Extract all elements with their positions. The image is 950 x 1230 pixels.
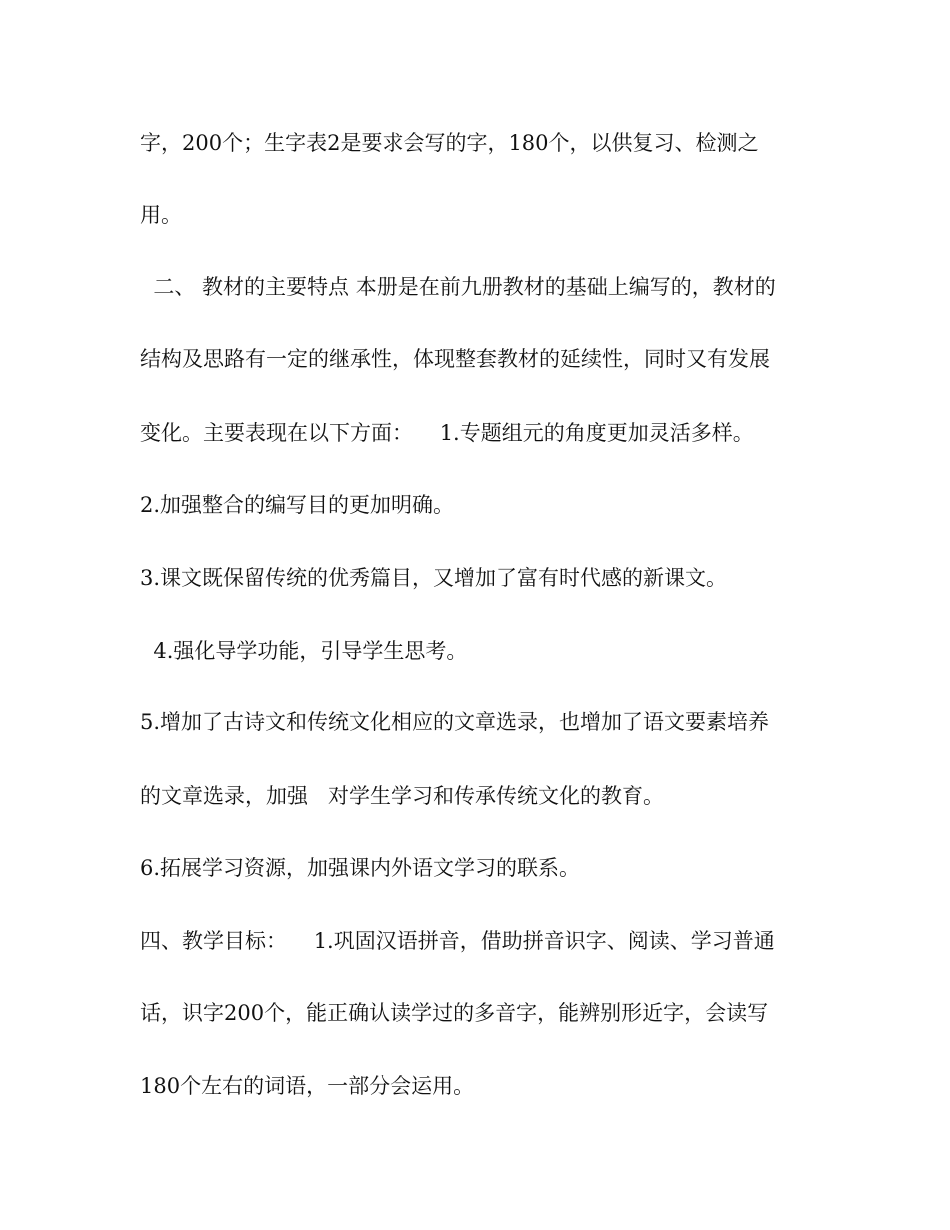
section-heading-line: 四、教学目标： 1.巩固汉语拼音，借助拼音识字、阅读、学习普通 [140, 929, 775, 953]
text-line: 用。 [140, 203, 182, 227]
text-line: 的文章选录，加强 对学生学习和传承传统文化的教育。 [140, 784, 665, 808]
list-item: 3.课文既保留传统的优秀篇目，又增加了富有时代感的新课文。 [140, 566, 728, 590]
list-item: 5.增加了古诗文和传统文化相应的文章选录，也增加了语文要素培养 [140, 710, 770, 734]
list-item: 4.强化导学功能，引导学生思考。 [140, 639, 468, 663]
section-heading-line: 二、 教材的主要特点 本册是在前九册教材的基础上编写的，教材的 [140, 275, 776, 299]
text-line: 话，识字200个，能正确认读学过的多音字，能辨别形近字，会读写 [140, 1001, 769, 1025]
text-line: 结构及思路有一定的继承性，体现整套教材的延续性，同时又有发展 [140, 347, 770, 371]
text-line: 变化。主要表现在以下方面： 1.专题组元的角度更加灵活多样。 [140, 421, 754, 445]
text-line: 字，200个；生字表2是要求会写的字，180个，以供复习、检测之 [140, 131, 759, 155]
list-item: 2.加强整合的编写目的更加明确。 [140, 493, 455, 517]
list-item: 6.拓展学习资源，加强课内外语文学习的联系。 [140, 856, 581, 880]
text-line: 180个左右的词语，一部分会运用。 [140, 1074, 475, 1098]
